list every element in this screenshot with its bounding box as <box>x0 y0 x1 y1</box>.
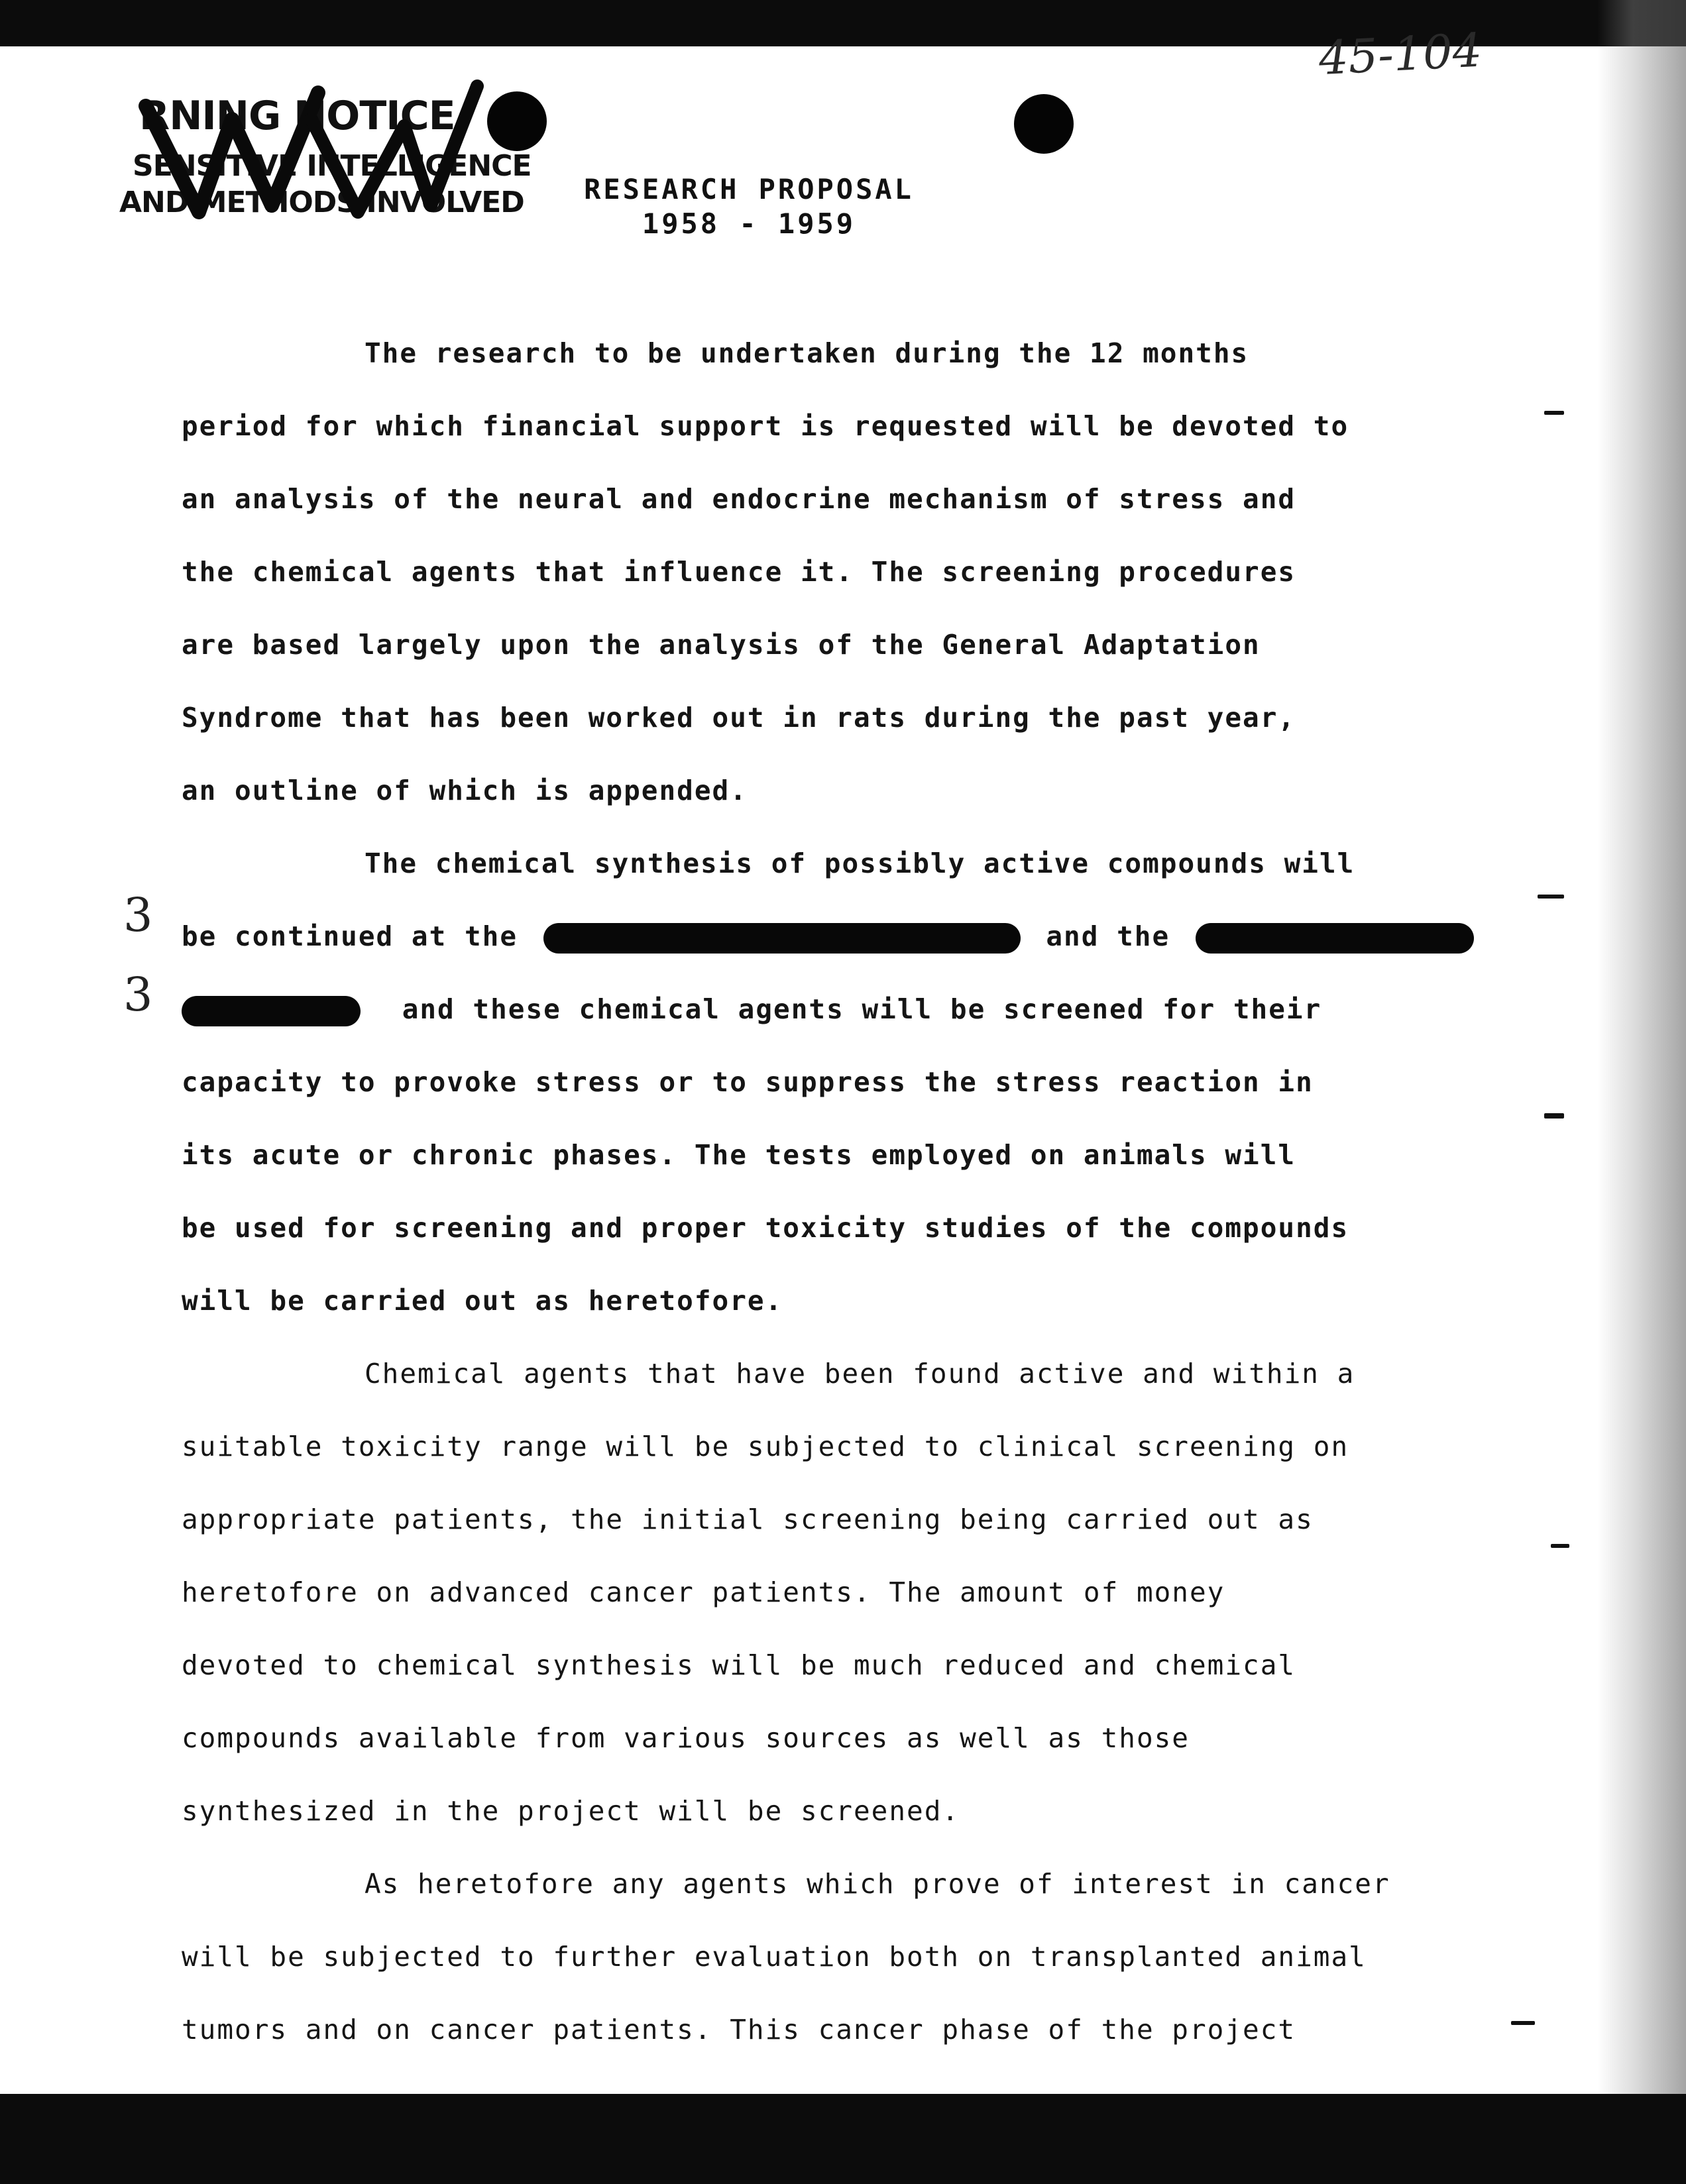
text-line: The chemical synthesis of possibly active compounds will <box>365 847 1355 879</box>
document-title <box>490 172 1007 241</box>
text-line: will be subjected to further evaluation both on transplanted animal <box>182 1941 1367 1973</box>
scan-speck <box>1544 1113 1564 1119</box>
warning-notice-stamp <box>119 80 532 232</box>
text-line: will be carried out as heretofore. <box>182 1285 783 1317</box>
text-line: appropriate patients, the initial screening being carried out as <box>182 1503 1314 1535</box>
scan-speck <box>1511 2021 1535 2025</box>
text-line: capacity to provoke stress or to suppress the stress reaction in <box>182 1066 1314 1098</box>
text-fragment: be continued at the <box>182 920 518 952</box>
text-line: an outline of which is appended. <box>182 775 748 806</box>
stamp-line-1: RNING NOTICE <box>139 93 455 139</box>
text-line: compounds available from various sources as well as those <box>182 1722 1190 1754</box>
text-line: Chemical agents that have been found active and within a <box>365 1358 1355 1390</box>
text-line: its acute or chronic phases. The tests employed on animals will <box>182 1139 1296 1171</box>
scan-speck <box>1551 1544 1569 1548</box>
text-line: The research to be undertaken during the 12 months <box>365 337 1249 369</box>
text-line: suitable toxicity range will be subjected to clinical screening on <box>182 1431 1349 1462</box>
margin-mark: 3 <box>123 888 153 942</box>
document-body <box>182 317 1547 2066</box>
title-text: RESEARCH PROPOSAL <box>584 173 914 205</box>
stamp-line-2: SENSITIVE INTELLIGENCE <box>133 149 532 183</box>
scan-border-bottom <box>0 2094 1686 2184</box>
redaction-bar <box>182 996 361 1026</box>
punch-hole-right <box>1014 94 1074 154</box>
text-line-redacted <box>182 900 1547 973</box>
stamp-line-3: AND METHODS INVOLVED <box>119 186 524 219</box>
text-line: are based largely upon the analysis of the General Adaptation <box>182 629 1261 661</box>
scan-speck <box>1538 895 1564 899</box>
text-line: heretofore on advanced cancer patients. The amount of money <box>182 1576 1225 1608</box>
page-number: 45-104 <box>1317 23 1484 86</box>
text-line: Syndrome that has been worked out in rats during the past year, <box>182 702 1296 734</box>
text-line: an analysis of the neural and endocrine mechanism of stress and <box>182 483 1296 515</box>
scan-shadow-right <box>1597 0 1686 2184</box>
scan-speck <box>1544 411 1564 415</box>
margin-mark: 3 <box>123 967 153 1022</box>
redaction-bar <box>543 923 1021 954</box>
text-line: synthesized in the project will be screened. <box>182 1795 960 1827</box>
text-line-redacted <box>182 973 1547 1046</box>
handwritten-initials <box>119 80 504 232</box>
redaction-bar <box>1196 923 1474 954</box>
text-line: tumors and on cancer patients. This cancer phase of the project <box>182 2014 1296 2046</box>
text-fragment: and these chemical agents will be screened for their <box>402 993 1322 1025</box>
text-line: As heretofore any agents which prove of interest in cancer <box>365 1868 1390 1900</box>
text-line: period for which financial support is requested will be devoted to <box>182 410 1349 442</box>
text-line: devoted to chemical synthesis will be much reduced and chemical <box>182 1649 1296 1681</box>
text-line: the chemical agents that influence it. The screening procedures <box>182 556 1296 588</box>
title-years: 1958 - 1959 <box>642 207 856 240</box>
text-fragment: and the <box>1046 920 1170 952</box>
text-line: be used for screening and proper toxicity studies of the compounds <box>182 1212 1349 1244</box>
scan-border-corner <box>0 0 136 46</box>
